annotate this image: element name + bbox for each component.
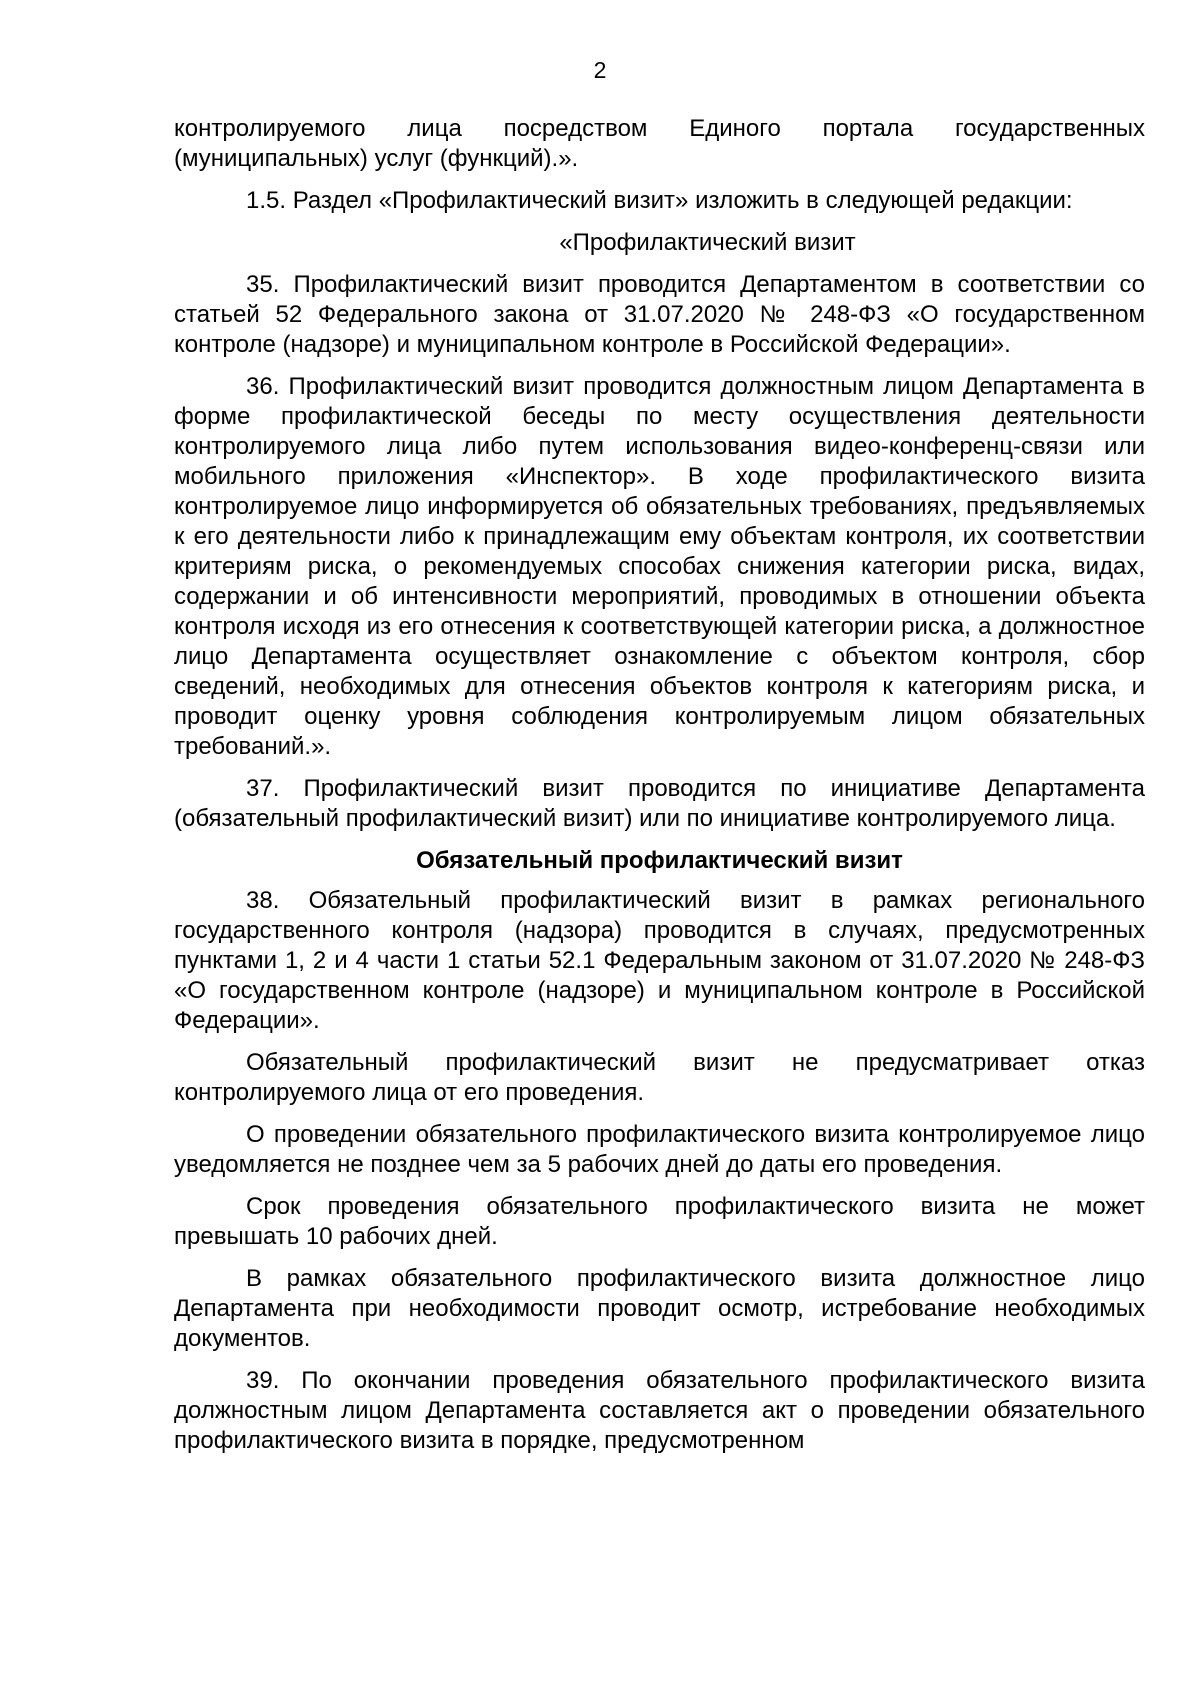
paragraph-1-5: 1.5. Раздел «Профилактический визит» изложить в следующей редакции:	[246, 187, 1073, 214]
section-heading-preventive-visit: «Профилактический визит	[559, 229, 856, 256]
paragraph-37: 37. Профилактический визит проводится по инициативе Департамента (обязательный профилактический визит) или по инициативе контролируемого лица.	[174, 775, 1145, 832]
paragraph-36: 36. Профилактический визит проводится должностным лицом Департамента в форме профилактической беседы по месту осуществления деятельности контролируемого лица либо путем использования видео-конференц-связи или мобильного приложения «Инспектор». В ходе профилактического визита контролируемое лицо информируется об обязательных требованиях, предъявляемых к его деятельности либо к принадлежащим ему объектам контроля, их соответствии критериям риска, о рекомендуемых способах снижения категории риска, видах, содержании и об интенсивности мероприятий, проводимых в отношении объекта контроля исходя из его отнесения к соответствующей категории риска, а должностное лицо Департамента осуществляет ознакомление с объектом контроля, сбор сведений, необходимых для отнесения объектов контроля к категориям риска, и проводит оценку уровня соблюдения контролируемым лицом обязательных требований.».	[174, 373, 1145, 760]
paragraph-38-notice: О проведении обязательного профилактического визита контролируемое лицо уведомляется не позднее чем за 5 рабочих дней до даты его проведения.	[174, 1121, 1145, 1178]
section-heading-mandatory-visit: Обязательный профилактический визит	[416, 847, 903, 874]
paragraph-38-inspection: В рамках обязательного профилактического визита должностное лицо Департамента при необходимости проводит осмотр, истребование необходимых документов.	[174, 1265, 1145, 1352]
page-number: 2	[593, 57, 607, 83]
paragraph-38: 38. Обязательный профилактический визит в рамках регионального государственного контроля (надзора) проводится в случаях, предусмотренных пунктами 1, 2 и 4 части 1 статьи 52.1 Федеральным законом от 31.07.2020 № 248-ФЗ «О государственном контроле (надзоре) и муниципальном контроле в Российской Федерации».	[174, 887, 1145, 1034]
paragraph-38-term: Срок проведения обязательного профилактического визита не может превышать 10 рабочих дней.	[174, 1193, 1145, 1250]
document-body	[174, 114, 1145, 1468]
paragraph-35: 35. Профилактический визит проводится Департаментом в соответствии со статьей 52 Федерального закона от 31.07.2020 № 248-ФЗ «О государственном контроле (надзоре) и муниципальном контроле в Российской Федерации».	[174, 271, 1145, 358]
paragraph-39: 39. По окончании проведения обязательного профилактического визита должностным лицом Департамента составляется акт о проведении обязательного профилактического визита в порядке, предусмотренном	[174, 1367, 1145, 1454]
paragraph-continuation: контролируемого лица посредством Единого портала государственных (муниципальных) услуг (функций).».	[174, 115, 1145, 172]
paragraph-38-refusal: Обязательный профилактический визит не предусматривает отказ контролируемого лица от его проведения.	[174, 1049, 1145, 1106]
